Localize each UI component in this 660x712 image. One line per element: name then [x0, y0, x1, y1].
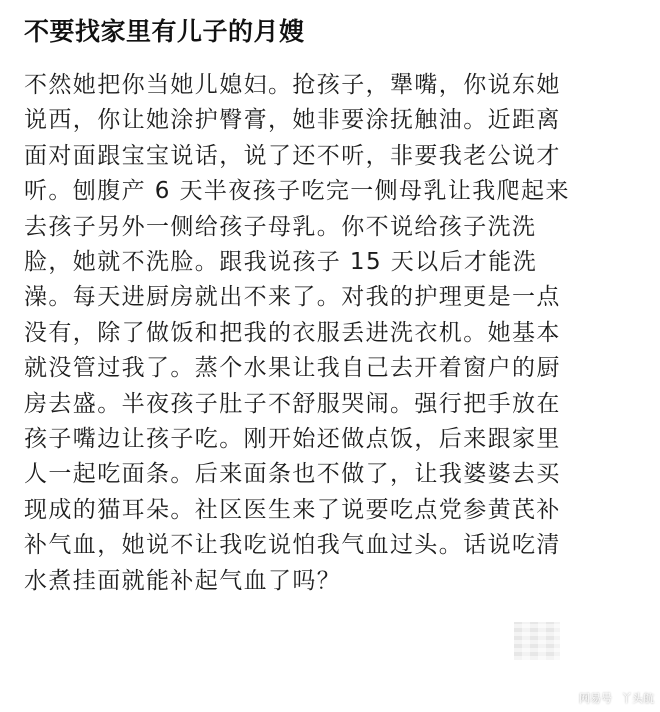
body-line: 房去盛。半夜孩子肚子不舒服哭闹。强行把手放在 — [24, 390, 561, 417]
body-line: 现成的猫耳朵。社区医生来了说要吃点党参黄芪补 — [24, 496, 561, 523]
body-line: 听。刨腹产 6 天半夜孩子吃完一侧母乳让我爬起来 — [24, 178, 570, 205]
body-line: 孩子嘴边让孩子吃。刚开始还做点饭，后来跟家里 — [24, 426, 561, 453]
body-line: 就没管过我了。蒸个水果让我自己去开着窗户的厨 — [24, 355, 561, 382]
body-line: 脸，她就不洗脸。跟我说孩子 15 天以后才能洗 — [24, 249, 538, 276]
body-line: 去孩子另外一侧给孩子母乳。你不说给孩子洗洗 — [24, 213, 537, 240]
body-line: 没有，除了做饭和把我的衣服丢进洗衣机。她基本 — [24, 319, 561, 346]
mosaic-blur-patch — [514, 622, 560, 660]
body-line: 人一起吃面条。后来面条也不做了，让我婆婆去买 — [24, 461, 561, 488]
watermark-divider — [616, 693, 617, 703]
body-line: 补气血，她说不让我吃说怕我气血过头。话说吃清 — [24, 532, 561, 559]
post-body — [24, 68, 634, 599]
body-line: 面对面跟宝宝说话，说了还不听，非要我老公说才 — [24, 142, 561, 169]
watermark — [579, 690, 654, 706]
body-line: 说西，你让她涂护臀膏，她非要涂抚触油。近距离 — [24, 107, 561, 134]
body-line: 不然她把你当她儿媳妇。抢孩子，犟嘴，你说东她 — [24, 72, 561, 98]
body-line: 澡。每天进厨房就出不来了。对我的护理更是一点 — [24, 284, 561, 311]
watermark-author: 丫头航 — [621, 692, 654, 705]
watermark-source: 网易号 — [579, 692, 612, 705]
body-line: 水煮挂面就能补起气血了吗？ — [24, 567, 342, 594]
post-title: 不要找家里有儿子的月嫂 — [24, 17, 305, 46]
